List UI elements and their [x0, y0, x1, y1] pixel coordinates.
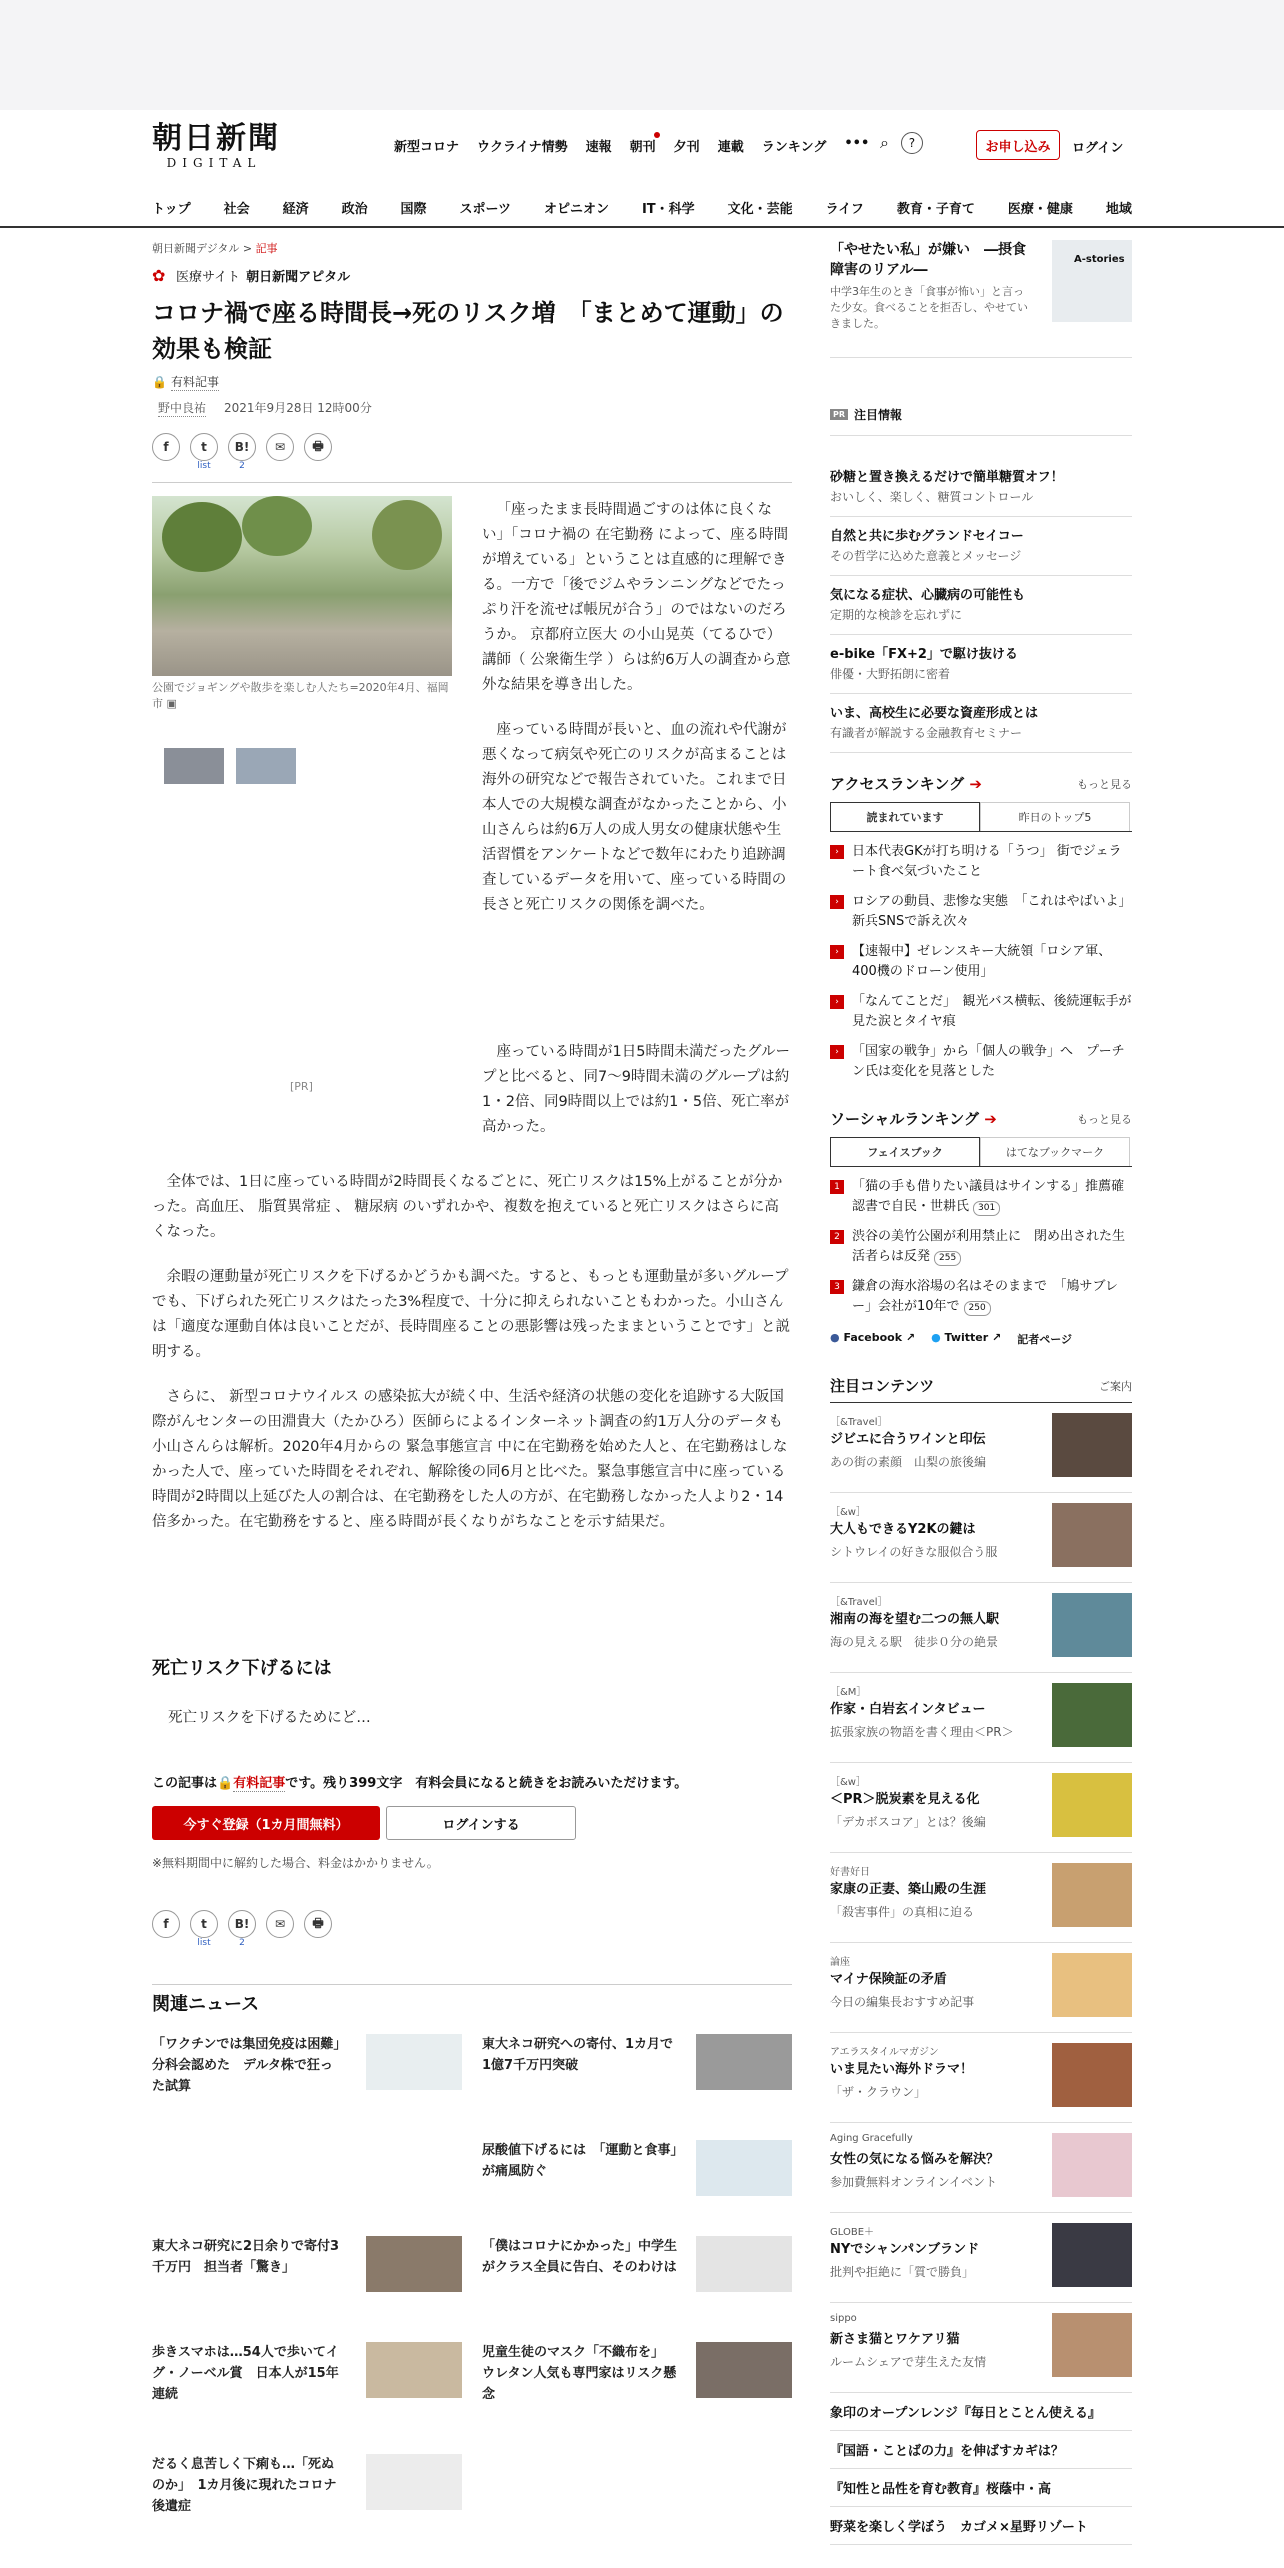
- sidebar: [830, 240, 1132, 2545]
- nav-morning[interactable]: 朝刊: [630, 136, 656, 162]
- print-icon[interactable]: 🖶: [304, 433, 332, 461]
- focus-item[interactable]: ［&w］ ＜PR＞脱炭素を見える化 「デカボスコア」とは？後編: [830, 1763, 1132, 1853]
- register-button[interactable]: 今すぐ登録（1カ月間無料）: [152, 1806, 380, 1840]
- focus-item[interactable]: 好書好日 家康の正妻、築山殿の生涯 「殺害事件」の真相に迫る: [830, 1853, 1132, 1943]
- mail-share-icon[interactable]: ✉: [266, 1910, 294, 1938]
- medical-site-banner[interactable]: ✿ 医療サイト 朝日新聞アピタル: [152, 265, 351, 285]
- social-ranking: ソーシャルランキング ➔ もっと見る フェイスブック はてなブックマーク 1 「猫の手も借りたい議員はサインする」推薦確認書で自民・世耕氏 301 2 渋谷の美竹公園が利用禁止に 閉め出された生活者らは反発 255 3 鎌倉の海水浴場の名はそのままで 「鳩サブレー」会社が10年で 250 ● Facebook ↗ ● Twitter ↗ 記者ページ: [830, 1110, 1132, 1346]
- subheading: 死亡リスク下げるには: [152, 1658, 332, 1679]
- guide-link[interactable]: ご案内: [1099, 1379, 1132, 1393]
- site-header: [0, 110, 1284, 228]
- paragraph: 座っている時間が1日5時間未満だったグループと比べると、同7～9時間未満のグループは約1・2倍、同9時間以上では約1・5倍、死亡率が高かった。: [482, 1044, 791, 1135]
- section-top[interactable]: トップ: [152, 202, 191, 217]
- pr-item[interactable]: 砂糖と置き換えるだけで簡単糖質オフ！ おいしく、楽しく、糖質コントロール: [830, 458, 1132, 517]
- nav-ukraine[interactable]: ウクライナ情勢: [477, 140, 568, 155]
- more-link[interactable]: もっと見る: [1077, 777, 1132, 791]
- section-it[interactable]: IT・科学: [641, 202, 695, 217]
- paragraph: 全体では、1日に座っている時間が2時間長くなるごとに、死亡リスクは15%上がることが分かった。高血圧、 脂質異常症 、 糖尿病 のいずれかや、複数を抱えていると死亡リスクはさらに高くなった。: [152, 1174, 783, 1240]
- arrow-right-icon: ➔: [984, 1110, 997, 1128]
- thumbnail[interactable]: [236, 748, 296, 784]
- logo[interactable]: 朝日新聞 DIGITAL: [152, 121, 280, 170]
- bottom-link[interactable]: 象印のオープンレンジ『毎日とことん使える』: [830, 2393, 1132, 2431]
- related-thumbnail: [696, 2034, 792, 2090]
- bottom-link[interactable]: 野菜を楽しく学ぼう カゴメ×星野リゾート: [830, 2507, 1132, 2545]
- free-trial-note: ※無料期間中に解約した場合、料金はかかりません。: [152, 1856, 439, 1870]
- related-news: [152, 1990, 792, 2550]
- share-bar-bottom: f t list B! 2 ✉ 🖶: [152, 1910, 332, 1948]
- related-thumbnail: [366, 2454, 462, 2510]
- tab-yesterday-top5[interactable]: 昨日のトップ5: [980, 802, 1130, 831]
- signup-button[interactable]: お申し込み: [976, 130, 1060, 160]
- featured-story[interactable]: 「やせたい私」が嫌い ―摂食障害のリアル― 中学3年生のとき「食事が怖い」と言った少女。食べることを拒否し、やせていきました。 A-stories: [830, 240, 1132, 358]
- related-item[interactable]: 児童生徒のマスク「不織布を」 ウレタン人気も専門家はリスク懸念: [482, 2342, 792, 2405]
- bottom-link[interactable]: 『知性と品性を育む教育』桜蔭中・高: [830, 2469, 1132, 2507]
- facebook-share-icon[interactable]: f: [152, 433, 180, 461]
- paragraph: 余暇の運動量が死亡リスクを下げるかどうかも調べた。すると、もっとも運動量が多いグループでも、下げられた死亡リスクはたった3%程度で、十分に抑えられないこともわかった。小山さんは「適度な運動自体は良いことだが、長時間座ることの悪影響は残ったままということです」と説明する。: [152, 1269, 790, 1360]
- article-body-narrow: [482, 498, 792, 938]
- lock-icon: 🔒: [217, 1776, 234, 1791]
- share-bar-top: f t list B! 2 ✉ 🖶: [152, 433, 792, 471]
- enlarge-icon[interactable]: ▣: [166, 697, 177, 710]
- page-title: コロナ禍で座る時間長→死のリスク増 「まとめて運動」の効果も検証: [152, 299, 784, 363]
- article-photo[interactable]: [152, 496, 452, 676]
- featured-image: A-stories: [1052, 240, 1132, 322]
- section-nav: [152, 198, 1132, 217]
- section-region[interactable]: 地域: [1105, 202, 1132, 217]
- paywall-message: この記事は🔒有料記事です。残り399文字 有料会員になると続きをお読みいただけます。: [152, 1776, 688, 1791]
- related-thumbnail: [366, 2034, 462, 2090]
- arrow-right-icon: ➔: [969, 775, 982, 793]
- facebook-share-icon[interactable]: f: [152, 1910, 180, 1938]
- ranking-item[interactable]: › 「なんてことだ」 観光バス横転、後続運転手が見た涙とタイヤ痕: [830, 992, 1132, 1032]
- ranking-item[interactable]: 3 鎌倉の海水浴場の名はそのままで 「鳩サブレー」会社が10年で 250: [830, 1277, 1132, 1317]
- twitter-icon: ●: [931, 1331, 941, 1344]
- paragraph: 「座ったまま長時間過ごすのは体に良くない」「コロナ禍の 在宅勤務 によって、座る時間が増えている」ということは直感的に理解できる。一方で「後でジムやランニングなどでたっぷり汗を流せば帳尻が合う」のではないのだろうか。 京都府立医大 の小山晃英（てるひで）講師（ 公衆衛生学 ）らは約6万人の調査から意外な結果を導き出した。: [482, 502, 791, 693]
- section-life[interactable]: ライフ: [825, 202, 864, 217]
- section-sports[interactable]: スポーツ: [459, 202, 512, 217]
- article-body-wide: [152, 1170, 792, 1555]
- apital-flower-icon: ✿: [152, 265, 166, 285]
- top-nav: [394, 136, 887, 162]
- focus-item[interactable]: 論座 マイナ保険証の矛盾 今日の編集長おすすめ記事: [830, 1943, 1132, 2033]
- mail-share-icon[interactable]: ✉: [266, 433, 294, 461]
- tab-most-read[interactable]: 読まれています: [830, 802, 980, 831]
- focus-item[interactable]: ［&w］ 大人もできるY2Kの鍵は シトウレイの好きな服似合う服: [830, 1493, 1132, 1583]
- access-ranking: アクセスランキング ➔ もっと見る 読まれています 昨日のトップ5 › 日本代表GKが打ち明ける「うつ」 街でジェラート食べ気づいたこと › ロシアの動員、悲惨な実態 「これはやばいよ」新兵SNSで訴え次々 › 【速報中】ゼレンスキー大統領「ロシア軍、400機のドローン使用」 › 「なんてことだ」 観光バス横転、後続運転手が見た涙とタイヤ痕 › 「国家の戦争」から「個人の戦争」へ プーチン氏は変化を見落とした: [830, 773, 1132, 1082]
- ranking-item[interactable]: › ロシアの動員、悲惨な実態 「これはやばいよ」新兵SNSで訴え次々: [830, 892, 1132, 932]
- related-thumbnail: [366, 2342, 462, 2398]
- related-item[interactable]: だるく息苦しく下痢も…「死ぬのか」 1カ月後に現れたコロナ後遺症: [152, 2454, 462, 2517]
- paragraph: さらに、 新型コロナウイルス の感染拡大が続く中、生活や経済の状態の変化を追跡する大阪国際がんセンターの田淵貴大（たかひろ）医師らによるインターネット調査の約1万人分のデータも小山さんらは解析。2020年4月からの 緊急事態宣言 中に在宅勤務を始めた人と、在宅勤務はしなかった人で、座っていた時間をそれぞれ、解除後の同6月と比べた。緊急事態宣言中に座っている時間が2時間以上延びた人の割合は、在宅勤務をした人の方が、在宅勤務しなかった人より2・14倍多かった。在宅勤務をすると、座る時間が長くなりがちなことを示す結果だ。: [152, 1389, 788, 1530]
- facebook-icon: ●: [830, 1331, 840, 1344]
- nav-series[interactable]: 連載: [717, 140, 744, 155]
- nav-corona[interactable]: 新型コロナ: [394, 140, 460, 155]
- breadcrumb-article[interactable]: 記事: [255, 242, 278, 255]
- nav-more[interactable]: •••: [844, 136, 870, 151]
- ranking-item[interactable]: › 【速報中】ゼレンスキー大統領「ロシア軍、400機のドローン使用」: [830, 942, 1132, 982]
- related-item[interactable]: 東大ネコ研究に2日余りで寄付3千万円 担当者「驚き」: [152, 2236, 462, 2278]
- hatena-share-icon[interactable]: B!: [228, 433, 256, 461]
- print-icon[interactable]: 🖶: [304, 1910, 332, 1938]
- focus-item[interactable]: GLOBE＋ NYでシャンパンブランド 批判や拒絶に「質で勝負」: [830, 2213, 1132, 2303]
- section-politics[interactable]: 政治: [341, 202, 368, 217]
- pr-item[interactable]: 気になる症状、心臓病の可能性も 定期的な検診を忘れずに: [830, 576, 1132, 635]
- focus-item[interactable]: アエラスタイルマガジン いま見たい海外ドラマ！ 「ザ・クラウン」: [830, 2033, 1132, 2123]
- section-society[interactable]: 社会: [223, 202, 250, 217]
- bottom-links: [830, 2393, 1132, 2545]
- related-item[interactable]: 尿酸値下げるには 「運動と食事」が痛風防ぐ: [482, 2140, 792, 2182]
- paragraph: 座っている時間が長いと、血の流れや代謝が悪くなって病気や死亡のリスクが高まることは海外の研究などで報告されていた。これまで日本人での大規模な調査がなかったことから、小山さんらは約6万人の成人男女の健康状態や生活習慣をアンケートなどで数年にわたり追跡調査しているデータを用いて、座っている時間の長さと死亡リスクの関係を調べた。: [482, 722, 787, 913]
- top-ad-space: [0, 0, 1284, 110]
- focus-contents: 注目コンテンツ ご案内 ［&Travel］ ジビエに合うワインと印伝 あの街の素顔 山梨の旅後編 ［&w］ 大人もできるY2Kの鍵は シトウレイの好きな服似合う服 ［&Travel］ 湘南の海を望む二つの無人駅 海の見える駅 徒歩０分の絶景 ［&M］ 作家・白岩玄インタビュー 拡張家族の物語を書く理由＜PR＞ ［&w］ ＜PR＞脱炭素を見える化 「デカボスコア」とは？後編 好書好日 家康の正妻、築山殿の生涯 「殺害事件」の真相に迫る 論座 マイナ保険証の矛盾 今日の編集長おすすめ記事 アエラスタイルマガジン いま見たい海外ドラマ！ 「ザ・クラウン」 Aging Gracefully 女性の気になる悩みを解決？ 参加費無料オンラインイベント GLOBE＋ NYでシャンパンブランド 批判や拒絶に「質で勝負」 sippo 新さま猫とワケアリ猫 ルームシェアで芽生えた友情: [830, 1375, 1132, 2393]
- nav-breaking[interactable]: 速報: [585, 140, 612, 155]
- related-heading: 関連ニュース: [152, 1994, 260, 2015]
- focus-item[interactable]: sippo 新さま猫とワケアリ猫 ルームシェアで芽生えた友情: [830, 2303, 1132, 2393]
- twitter-share-icon[interactable]: t: [190, 433, 218, 461]
- ranking-item[interactable]: › 「国家の戦争」から「個人の戦争」へ プーチン氏は変化を見落とした: [830, 1042, 1132, 1082]
- lock-icon: 🔒: [152, 375, 167, 389]
- search-icon[interactable]: ⌕: [880, 133, 889, 152]
- pr-item[interactable]: 自然と共に歩むグランドセイコー その哲学に込めた意義とメッセージ: [830, 517, 1132, 576]
- related-thumbnail: [366, 2236, 462, 2292]
- pr-item[interactable]: e-bike「FX+2」で駆け抜ける 俳優・大野拓朗に密着: [830, 635, 1132, 694]
- ranking-item[interactable]: 2 渋谷の美竹公園が利用禁止に 閉め出された生活者らは反発 255: [830, 1227, 1132, 1267]
- hatena-share-icon[interactable]: B!: [228, 1910, 256, 1938]
- section-international[interactable]: 国際: [400, 202, 427, 217]
- related-thumbnail: [696, 2140, 792, 2196]
- tab-hatena[interactable]: はてなブックマーク: [980, 1137, 1130, 1166]
- section-opinion[interactable]: オピニオン: [543, 202, 609, 217]
- nav-ranking[interactable]: ランキング: [761, 140, 827, 155]
- focus-item[interactable]: ［&M］ 作家・白岩玄インタビュー 拡張家族の物語を書く理由＜PR＞: [830, 1673, 1132, 1763]
- related-thumbnail: [696, 2236, 792, 2292]
- section-education[interactable]: 教育・子育て: [896, 202, 975, 217]
- pr-label: [PR]: [290, 1080, 313, 1093]
- bottom-link[interactable]: 『国語・ことばの力』を伸ばすカギは？: [830, 2431, 1132, 2469]
- focus-item[interactable]: ［&Travel］ 湘南の海を望む二つの無人駅 海の見える駅 徒歩０分の絶景: [830, 1583, 1132, 1673]
- twitter-share-icon[interactable]: t: [190, 1910, 218, 1938]
- more-link[interactable]: もっと見る: [1077, 1112, 1132, 1126]
- focus-item[interactable]: Aging Gracefully 女性の気になる悩みを解決？ 参加費無料オンラインイベント: [830, 2123, 1132, 2213]
- facebook-link[interactable]: ● Facebook ↗: [830, 1331, 916, 1344]
- related-item[interactable]: 東大ネコ研究への寄付、1カ月で1億7千万円突破: [482, 2034, 792, 2076]
- reporter-page-link[interactable]: 記者ページ: [1017, 1333, 1072, 1346]
- publish-date: 2021年9月28日 12時00分: [224, 401, 372, 415]
- related-item[interactable]: 歩きスマホは…54人で歩いてイグ・ノーベル賞 日本人が15年連続: [152, 2342, 462, 2405]
- breadcrumb-home[interactable]: 朝日新聞デジタル: [152, 242, 240, 255]
- twitter-link[interactable]: ● Twitter ↗: [931, 1331, 1002, 1344]
- paid-badge: 🔒 有料記事: [152, 375, 219, 389]
- related-item[interactable]: 「僕はコロナにかかった」中学生がクラス全員に告白、そのわけは: [482, 2236, 792, 2278]
- photo-caption: 公園でジョギングや散歩を楽しむ人たち=2020年4月、福岡市 ▣: [152, 681, 449, 710]
- photo-thumbnails: [164, 748, 296, 784]
- tab-facebook[interactable]: フェイスブック: [830, 1137, 980, 1166]
- login-button[interactable]: ログインする: [386, 1806, 576, 1840]
- login-link[interactable]: ログイン: [1072, 141, 1124, 156]
- nav-evening[interactable]: 夕刊: [673, 140, 700, 155]
- thumbnail[interactable]: [164, 748, 224, 784]
- pr-item[interactable]: いま、高校生に必要な資産形成とは 有識者が解説する金融教育セミナー: [830, 694, 1132, 753]
- related-thumbnail: [696, 2342, 792, 2398]
- section-health[interactable]: 医療・健康: [1007, 202, 1073, 217]
- help-icon[interactable]: ?: [901, 132, 923, 154]
- social-links: [830, 1331, 1132, 1347]
- ranking-item[interactable]: › 日本代表GKが打ち明ける「うつ」 街でジェラート食べ気づいたこと: [830, 842, 1132, 882]
- related-item[interactable]: 「ワクチンでは集団免疫は困難」分科会認めた デルタ株で狂った試算: [152, 2034, 462, 2097]
- teaser-text: 死亡リスクを下げるためにど…: [168, 1710, 371, 1726]
- section-culture[interactable]: 文化・芸能: [727, 202, 793, 217]
- author-link[interactable]: 野中良祐: [158, 401, 207, 415]
- section-economy[interactable]: 経済: [282, 202, 309, 217]
- breadcrumb: 朝日新聞デジタル > 記事: [152, 242, 278, 255]
- ranking-item[interactable]: 1 「猫の手も借りたい議員はサインする」推薦確認書で自民・世耕氏 301: [830, 1177, 1132, 1217]
- pr-heading: PR 注目情報: [830, 406, 1132, 436]
- focus-item[interactable]: ［&Travel］ ジビエに合うワインと印伝 あの街の素顔 山梨の旅後編: [830, 1403, 1132, 1493]
